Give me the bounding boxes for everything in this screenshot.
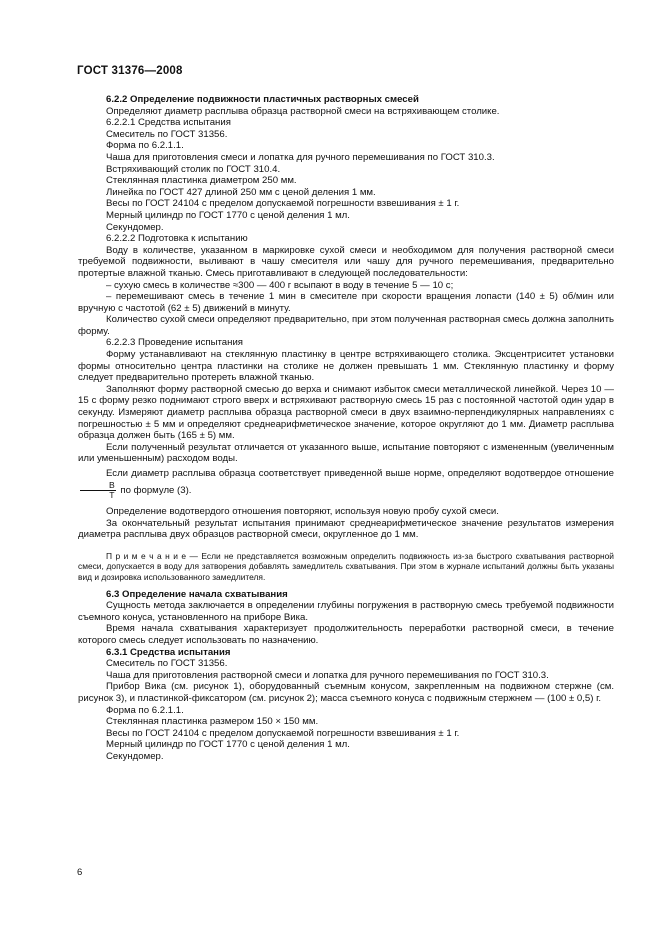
list-item: Весы по ГОСТ 24104 с пределом допускаемой погрешности взвешивания ± 1 г.	[106, 198, 460, 210]
list-item: Форма по 6.2.1.1.	[106, 704, 184, 716]
list-item: Встряхивающий столик по ГОСТ 310.4.	[106, 163, 281, 175]
paragraph: За окончательный результат испытания принимают среднеарифметическое значение результатов измерения диаметра расплыва двух образцов растворной смеси, округленное до 1 мм.	[78, 517, 614, 541]
section-heading-6-3: 6.3 Определение начала схватывания	[106, 588, 288, 600]
paragraph: Определяют диаметр расплыва образца растворной смеси на встряхивающем столике.	[106, 105, 500, 117]
formula-numerator: В	[80, 481, 116, 491]
list-item: Стеклянная пластинка диаметром 250 мм.	[106, 175, 297, 187]
paragraph: Если полученный результат отличается от указанного выше, испытание повторяют с измененным (увеличенным или уменьшенным) расходом воды.	[78, 441, 614, 465]
note: П р и м е ч а н и е — Если не представляется возможным определить подвижность из-за быстрого схватывания растворной смеси, допускается в воду для затворения добавлять замедлитель схватывания. При этом в журнале испытаний должны быть указаны вид и дозировка использованного замедлителя.	[78, 550, 614, 582]
list-item: Чаша для приготовления смеси и лопатка для ручного перемешивания по ГОСТ 310.3.	[106, 151, 495, 163]
paragraph: Время начала схватывания характеризует продолжительность переработки растворной смеси, в течение которого смесь следует использовать по назначению.	[78, 623, 614, 646]
formula-fraction	[80, 481, 116, 500]
list-item: Чаша для приготовления растворной смеси и лопатка для ручного перемешивания по ГОСТ 310.3.	[106, 669, 549, 681]
list-item: Прибор Вика (см. рисунок 1), оборудованный съемным конусом, закрепленным на подвижном стержне (см. рисунок 3), и пластинкой-фиксатором (см. рисунок 2); масса съемного конуса с подвижным стержнем — (100 ± 0,5) г.	[78, 681, 614, 704]
paragraph: Заполняют форму растворной смесью до верха и снимают избыток смеси металлической линейкой. Через 10 — 15 с форму резко поднимают строго вверх и встряхивают растворную смесь 15 раз с постоянной частотой один удар в секунду. Измеряют диаметр расплыва образца растворной смеси в двух взаимно-перпендикулярных направлениях с погрешностью ± 5 мм и определяют среднеарифметическое значение, которое округляют до 1 мм. Диаметр расплыва образца должен быть (165 ± 5) мм.	[78, 383, 614, 442]
list-item: Мерный цилиндр по ГОСТ 1770 с ценой деления 1 мл.	[106, 739, 350, 751]
formula-lead-text: Если диаметр расплыва образца соответствует приведенной выше норме, определяют водотвердое отношение	[106, 468, 614, 479]
list-item: Смеситель по ГОСТ 31356.	[106, 128, 228, 140]
list-item: Линейка по ГОСТ 427 длиной 250 мм с ценой деления 1 мм.	[106, 186, 376, 198]
list-item: Смеситель по ГОСТ 31356.	[106, 658, 228, 670]
list-item: Форма по 6.2.1.1.	[106, 140, 184, 152]
subsection-heading: 6.2.2.2 Подготовка к испытанию	[106, 233, 248, 245]
page-header: ГОСТ 31376—2008	[77, 65, 183, 77]
section-heading-6-2-2: 6.2.2 Определение подвижности пластичных растворных смесей	[106, 94, 419, 105]
list-item: Стеклянная пластинка размером 150 × 150 мм.	[106, 716, 319, 728]
dash-item: – сухую смесь в количестве ≈300 — 400 г всыпают в воду в течение 5 — 10 с;	[106, 279, 454, 291]
paragraph: Определение водотвердого отношения повторяют, используя новую пробу сухой смеси.	[106, 506, 499, 517]
subsection-heading-6-3-1: 6.3.1 Средства испытания	[106, 646, 231, 658]
list-item: Мерный цилиндр по ГОСТ 1770 с ценой деления 1 мл.	[106, 209, 350, 221]
list-item: Весы по ГОСТ 24104 с пределом допускаемой погрешности взвешивания ± 1 г.	[106, 727, 460, 739]
dash-item: – перемешивают смесь в течение 1 мин в смесителе при скорости вращения лопасти (140 ± 5) об/мин или вручную с частотой (62 ± 5) движений в минуту.	[78, 291, 614, 314]
formula-denominator: Т	[109, 490, 115, 500]
page-number: 6	[77, 867, 83, 878]
paragraph: Воду в количестве, указанном в маркировке сухой смеси и необходимом для получения растворной смеси требуемой подвижности, выливают в чашу смесителя или чашу для ручного перемешивания, предварительно протертые влажной тканью. Смесь приготавливают в следующей последовательности:	[78, 244, 614, 279]
subsection-heading: 6.2.2.3 Проведение испытания	[106, 337, 243, 349]
paragraph: Форму устанавливают на стеклянную пластинку в центре встряхивающего столика. Эксцентриситет установки формы относительно центра пластинки на столике не должен превышать 1 мм. Стеклянную пластинку и форму следует предварительно протереть влажной тканью.	[78, 349, 614, 384]
paragraph: Сущность метода заключается в определении глубины погружения в растворную смесь требуемой подвижности съемного конуса, установленного на приборе Вика.	[78, 600, 614, 623]
formula-tail-text: по формуле (3).	[120, 485, 192, 497]
list-item: Секундомер.	[106, 221, 164, 233]
paragraph: Количество сухой смеси определяют предварительно, при этом полученная растворная смесь должна заполнить форму.	[78, 314, 614, 337]
document-body	[78, 94, 614, 762]
subsection-heading: 6.2.2.1 Средства испытания	[106, 117, 231, 129]
paragraph-with-formula	[78, 467, 614, 500]
list-item: Секундомер.	[106, 750, 164, 762]
